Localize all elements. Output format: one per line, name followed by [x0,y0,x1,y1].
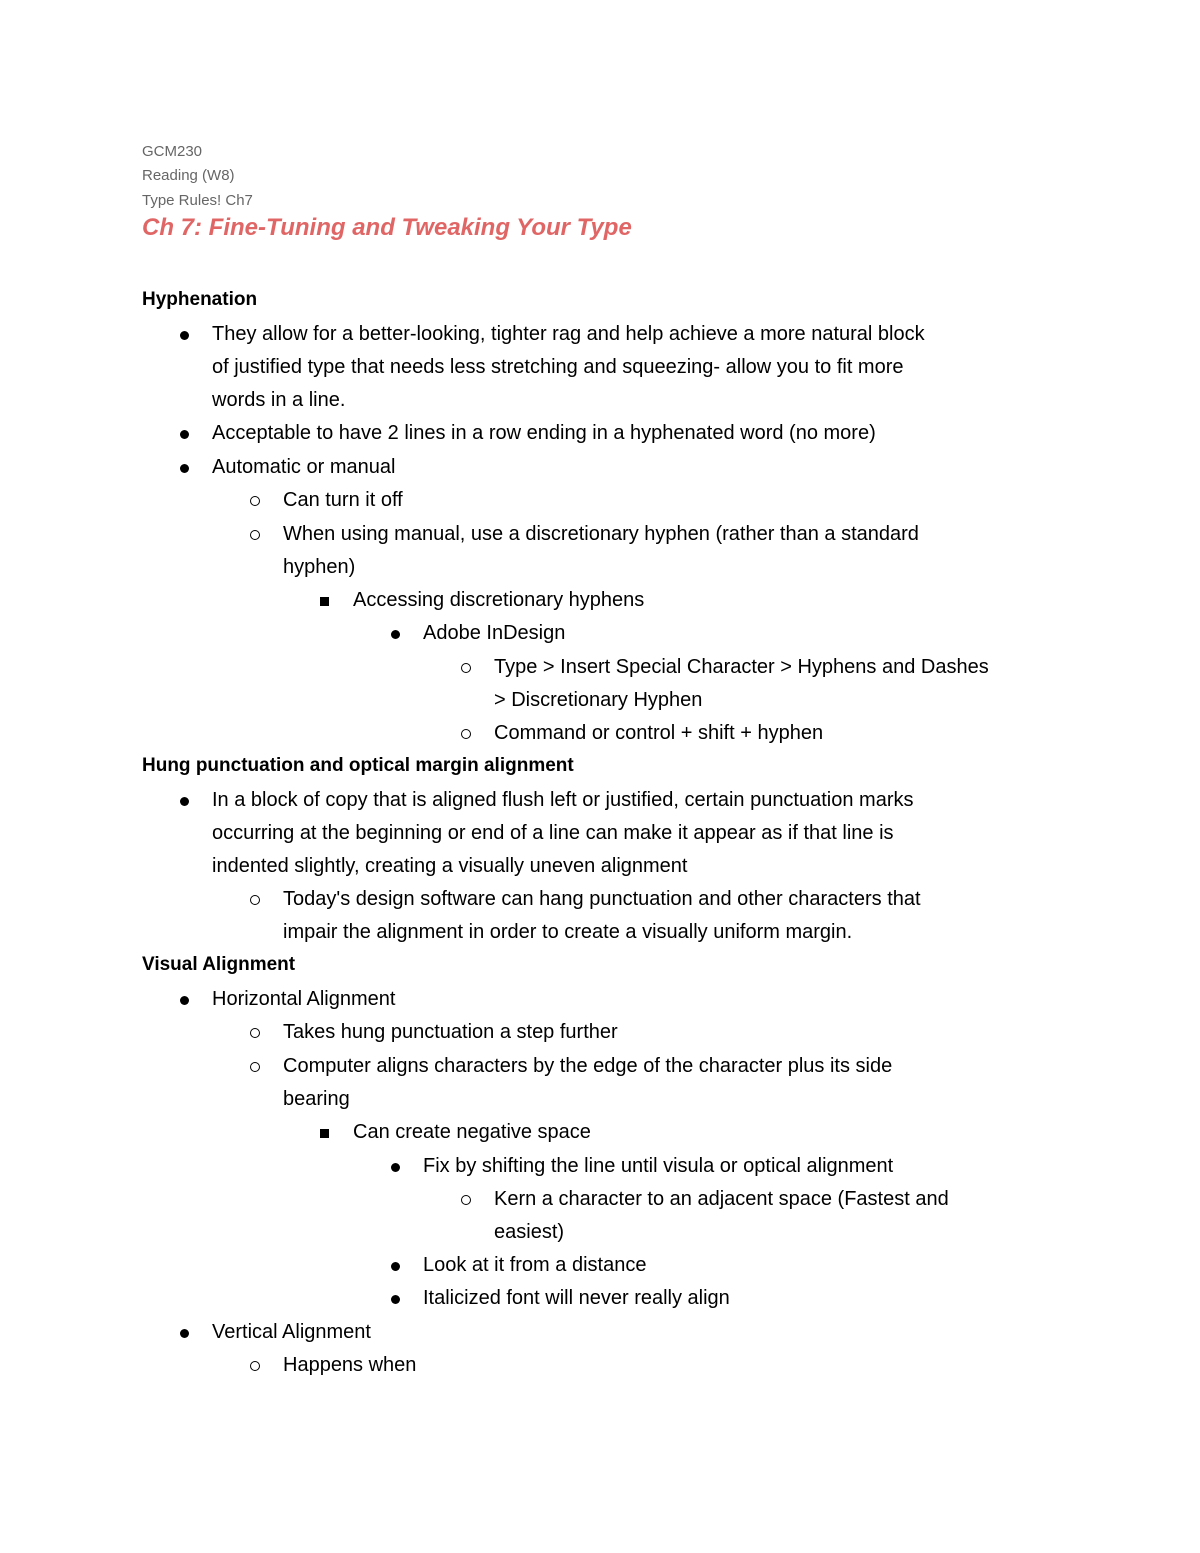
section-heading-hyphenation: Hyphenation [142,289,258,310]
list-item: Look at it from a distance [423,1249,646,1282]
section-heading-hung-punctuation: Hung punctuation and optical margin alignment [142,755,574,776]
list-item: Automatic or manual [212,451,395,484]
list-item: Can create negative space [353,1116,591,1149]
list-item: Acceptable to have 2 lines in a row ending in a hyphenated word (no more) [212,417,876,450]
list-item: They allow for a better-looking, tighter rag and help achieve a more natural block of justified type that needs less stretching and squeezing- allow you to fit more words in a line. [212,318,925,417]
list-item: Computer aligns characters by the edge of the character plus its side bearing [283,1050,892,1116]
list-item: Kern a character to an adjacent space (Fastest and easiest) [494,1183,949,1249]
disc-bullet-icon [180,464,189,473]
list-item: Today's design software can hang punctuation and other characters that impair the alignment in order to create a visually uniform margin. [283,883,921,949]
disc-bullet-icon [180,430,189,439]
square-bullet-icon [320,1129,329,1138]
list-item: Takes hung punctuation a step further [283,1016,618,1049]
circle-bullet-icon [250,496,260,506]
circle-bullet-icon [250,1062,260,1072]
disc-bullet-icon [180,996,189,1005]
section-heading-visual-alignment: Visual Alignment [142,954,296,975]
list-item: Type > Insert Special Character > Hyphens and Dashes > Discretionary Hyphen [494,651,989,717]
course-code: GCM230 [142,143,203,160]
disc-bullet-icon [391,1295,400,1304]
list-item: Vertical Alignment [212,1316,371,1349]
circle-bullet-icon [250,895,260,905]
circle-bullet-icon [461,729,471,739]
list-item: When using manual, use a discretionary hyphen (rather than a standard hyphen) [283,518,919,584]
disc-bullet-icon [391,1163,400,1172]
list-item: Fix by shifting the line until visula or optical alignment [423,1150,893,1183]
circle-bullet-icon [461,1195,471,1205]
circle-bullet-icon [250,530,260,540]
disc-bullet-icon [180,331,189,340]
circle-bullet-icon [250,1028,260,1038]
disc-bullet-icon [180,797,189,806]
list-item: Horizontal Alignment [212,983,395,1016]
list-item: Command or control + shift + hyphen [494,717,823,750]
list-item: Can turn it off [283,484,403,517]
list-item: Accessing discretionary hyphens [353,584,644,617]
source-book: Type Rules! Ch7 [142,192,253,209]
circle-bullet-icon [250,1361,260,1371]
page-title: Ch 7: Fine-Tuning and Tweaking Your Type [142,214,632,241]
disc-bullet-icon [391,1262,400,1271]
list-item: In a block of copy that is aligned flush left or justified, certain punctuation marks occurring at the beginning or end of a line can make it appear as if that line is indented slightly, creating a visually uneven alignment [212,784,913,883]
list-item: Italicized font will never really align [423,1282,730,1315]
square-bullet-icon [320,597,329,606]
reading-week: Reading (W8) [142,167,235,184]
circle-bullet-icon [461,663,471,673]
list-item: Happens when [283,1349,416,1382]
disc-bullet-icon [391,630,400,639]
disc-bullet-icon [180,1329,189,1338]
list-item: Adobe InDesign [423,617,565,650]
